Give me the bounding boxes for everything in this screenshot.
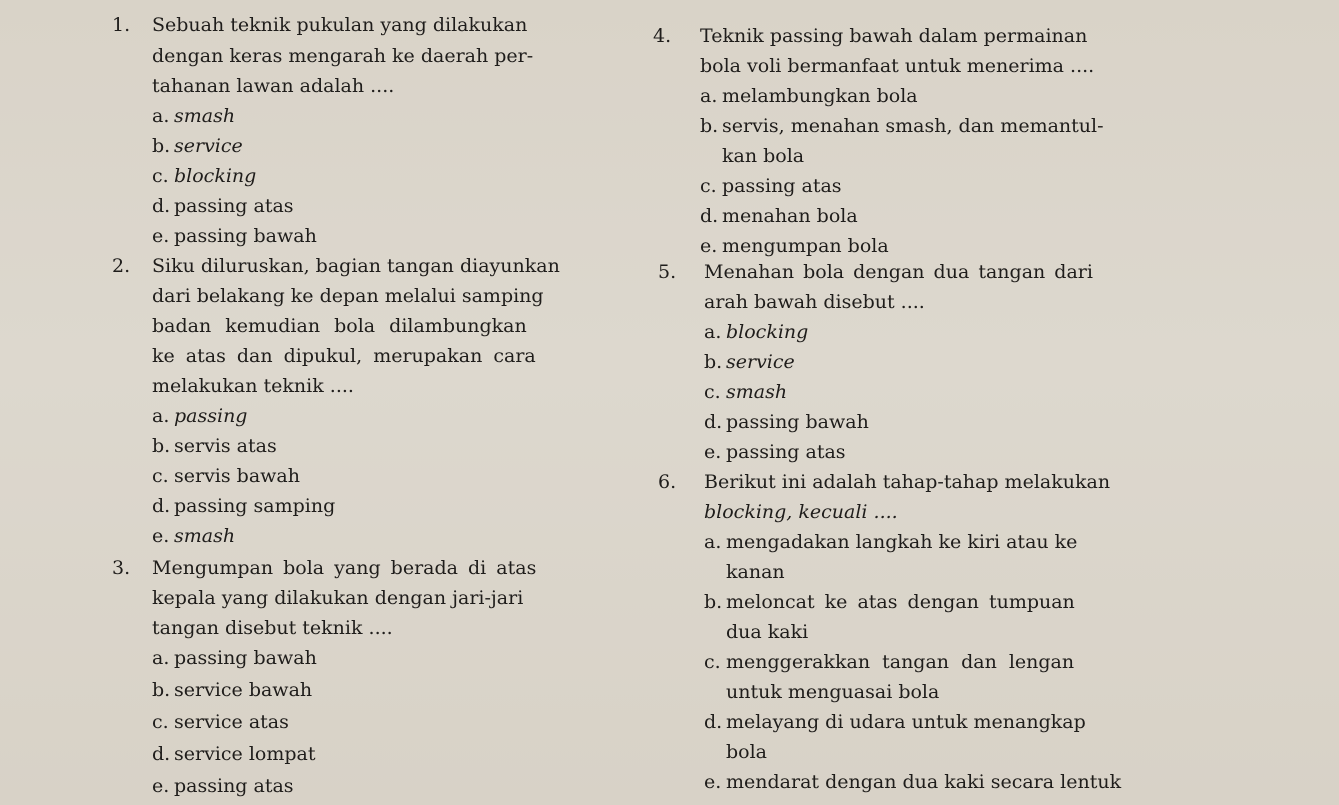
answer-option[interactable]: d. service lompat [152, 743, 316, 765]
question-number: 1. [112, 14, 131, 36]
answer-option[interactable]: d. melayang di udara untuk menangkap [704, 711, 1086, 733]
answer-option[interactable]: d. menahan bola [700, 205, 858, 227]
question-stem-line: kepala yang dilakukan dengan jari-jari [152, 587, 524, 609]
question-number: 4. [653, 25, 672, 47]
question-number: 5. [658, 261, 677, 283]
answer-option[interactable]: a. mengadakan langkah ke kiri atau ke [704, 531, 1078, 553]
answer-option[interactable]: e. mendarat dengan dua kaki secara lentuk [704, 771, 1122, 793]
answer-option[interactable]: b. meloncat ke atas dengan tumpuan [704, 591, 1075, 613]
question-stem-line: tahanan lawan adalah .... [152, 75, 395, 97]
question-number: 6. [658, 471, 677, 493]
answer-option[interactable]: b. service [704, 351, 795, 373]
answer-option[interactable]: c. service atas [152, 711, 289, 733]
answer-option[interactable]: d. passing bawah [704, 411, 869, 433]
question-number: 3. [112, 557, 131, 579]
question-stem-line: dari belakang ke depan melalui samping [152, 285, 544, 307]
answer-option[interactable]: b. service [152, 135, 243, 157]
question-stem-line: Menahan bola dengan dua tangan dari [704, 261, 1093, 283]
question-number: 2. [112, 255, 131, 277]
answer-option[interactable]: e. mengumpan bola [700, 235, 889, 257]
question-stem-line: tangan disebut teknik .... [152, 617, 393, 639]
question-stem-line: dengan keras mengarah ke daerah per- [152, 45, 534, 67]
answer-option[interactable]: c. smash [704, 381, 788, 403]
answer-option[interactable]: b. service bawah [152, 679, 313, 701]
question-stem-line: badan kemudian bola dilambungkan [152, 315, 527, 337]
answer-option[interactable]: c. blocking [152, 165, 257, 187]
answer-option[interactable]: e. passing atas [704, 441, 846, 463]
answer-option[interactable]: a. passing [152, 405, 248, 427]
answer-option[interactable]: e. smash [152, 525, 236, 547]
answer-option[interactable]: a. blocking [704, 321, 809, 343]
answer-option[interactable]: e. passing atas [152, 775, 294, 797]
answer-option[interactable]: b. servis atas [152, 435, 277, 457]
question-stem-line: Teknik passing bawah dalam permainan [700, 25, 1088, 47]
question-stem-line: Berikut ini adalah tahap-tahap melakukan [704, 471, 1111, 493]
answer-option[interactable]: a. smash [152, 105, 236, 127]
answer-option-continuation: untuk menguasai bola [726, 681, 940, 703]
answer-option[interactable]: c. passing atas [700, 175, 842, 197]
question-stem-line: Mengumpan bola yang berada di atas [152, 557, 537, 579]
question-stem-line: ke atas dan dipukul, merupakan cara [152, 345, 536, 367]
answer-option[interactable]: d. passing samping [152, 495, 336, 517]
question-stem-line: Siku diluruskan, bagian tangan diayunkan [152, 255, 560, 277]
answer-option[interactable]: b. servis, menahan smash, dan memantul- [700, 115, 1104, 137]
answer-option[interactable]: d. passing atas [152, 195, 294, 217]
question-stem-line: blocking, kecuali .... [704, 501, 898, 523]
answer-option-continuation: kanan [726, 561, 785, 583]
answer-option[interactable]: c. menggerakkan tangan dan lengan [704, 651, 1075, 673]
answer-option[interactable]: e. passing bawah [152, 225, 317, 247]
answer-option[interactable]: a. passing bawah [152, 647, 317, 669]
answer-option-continuation: bola [726, 741, 768, 763]
answer-option-continuation: kan bola [722, 145, 805, 167]
answer-option[interactable]: c. servis bawah [152, 465, 300, 487]
question-stem-line: melakukan teknik .... [152, 375, 354, 397]
question-stem-line: bola voli bermanfaat untuk menerima .... [700, 55, 1095, 77]
question-stem-line: arah bawah disebut .... [704, 291, 925, 313]
answer-option-continuation: dua kaki [726, 621, 809, 643]
answer-option[interactable]: a. melambungkan bola [700, 85, 918, 107]
question-stem-line: Sebuah teknik pukulan yang dilakukan [152, 14, 528, 36]
